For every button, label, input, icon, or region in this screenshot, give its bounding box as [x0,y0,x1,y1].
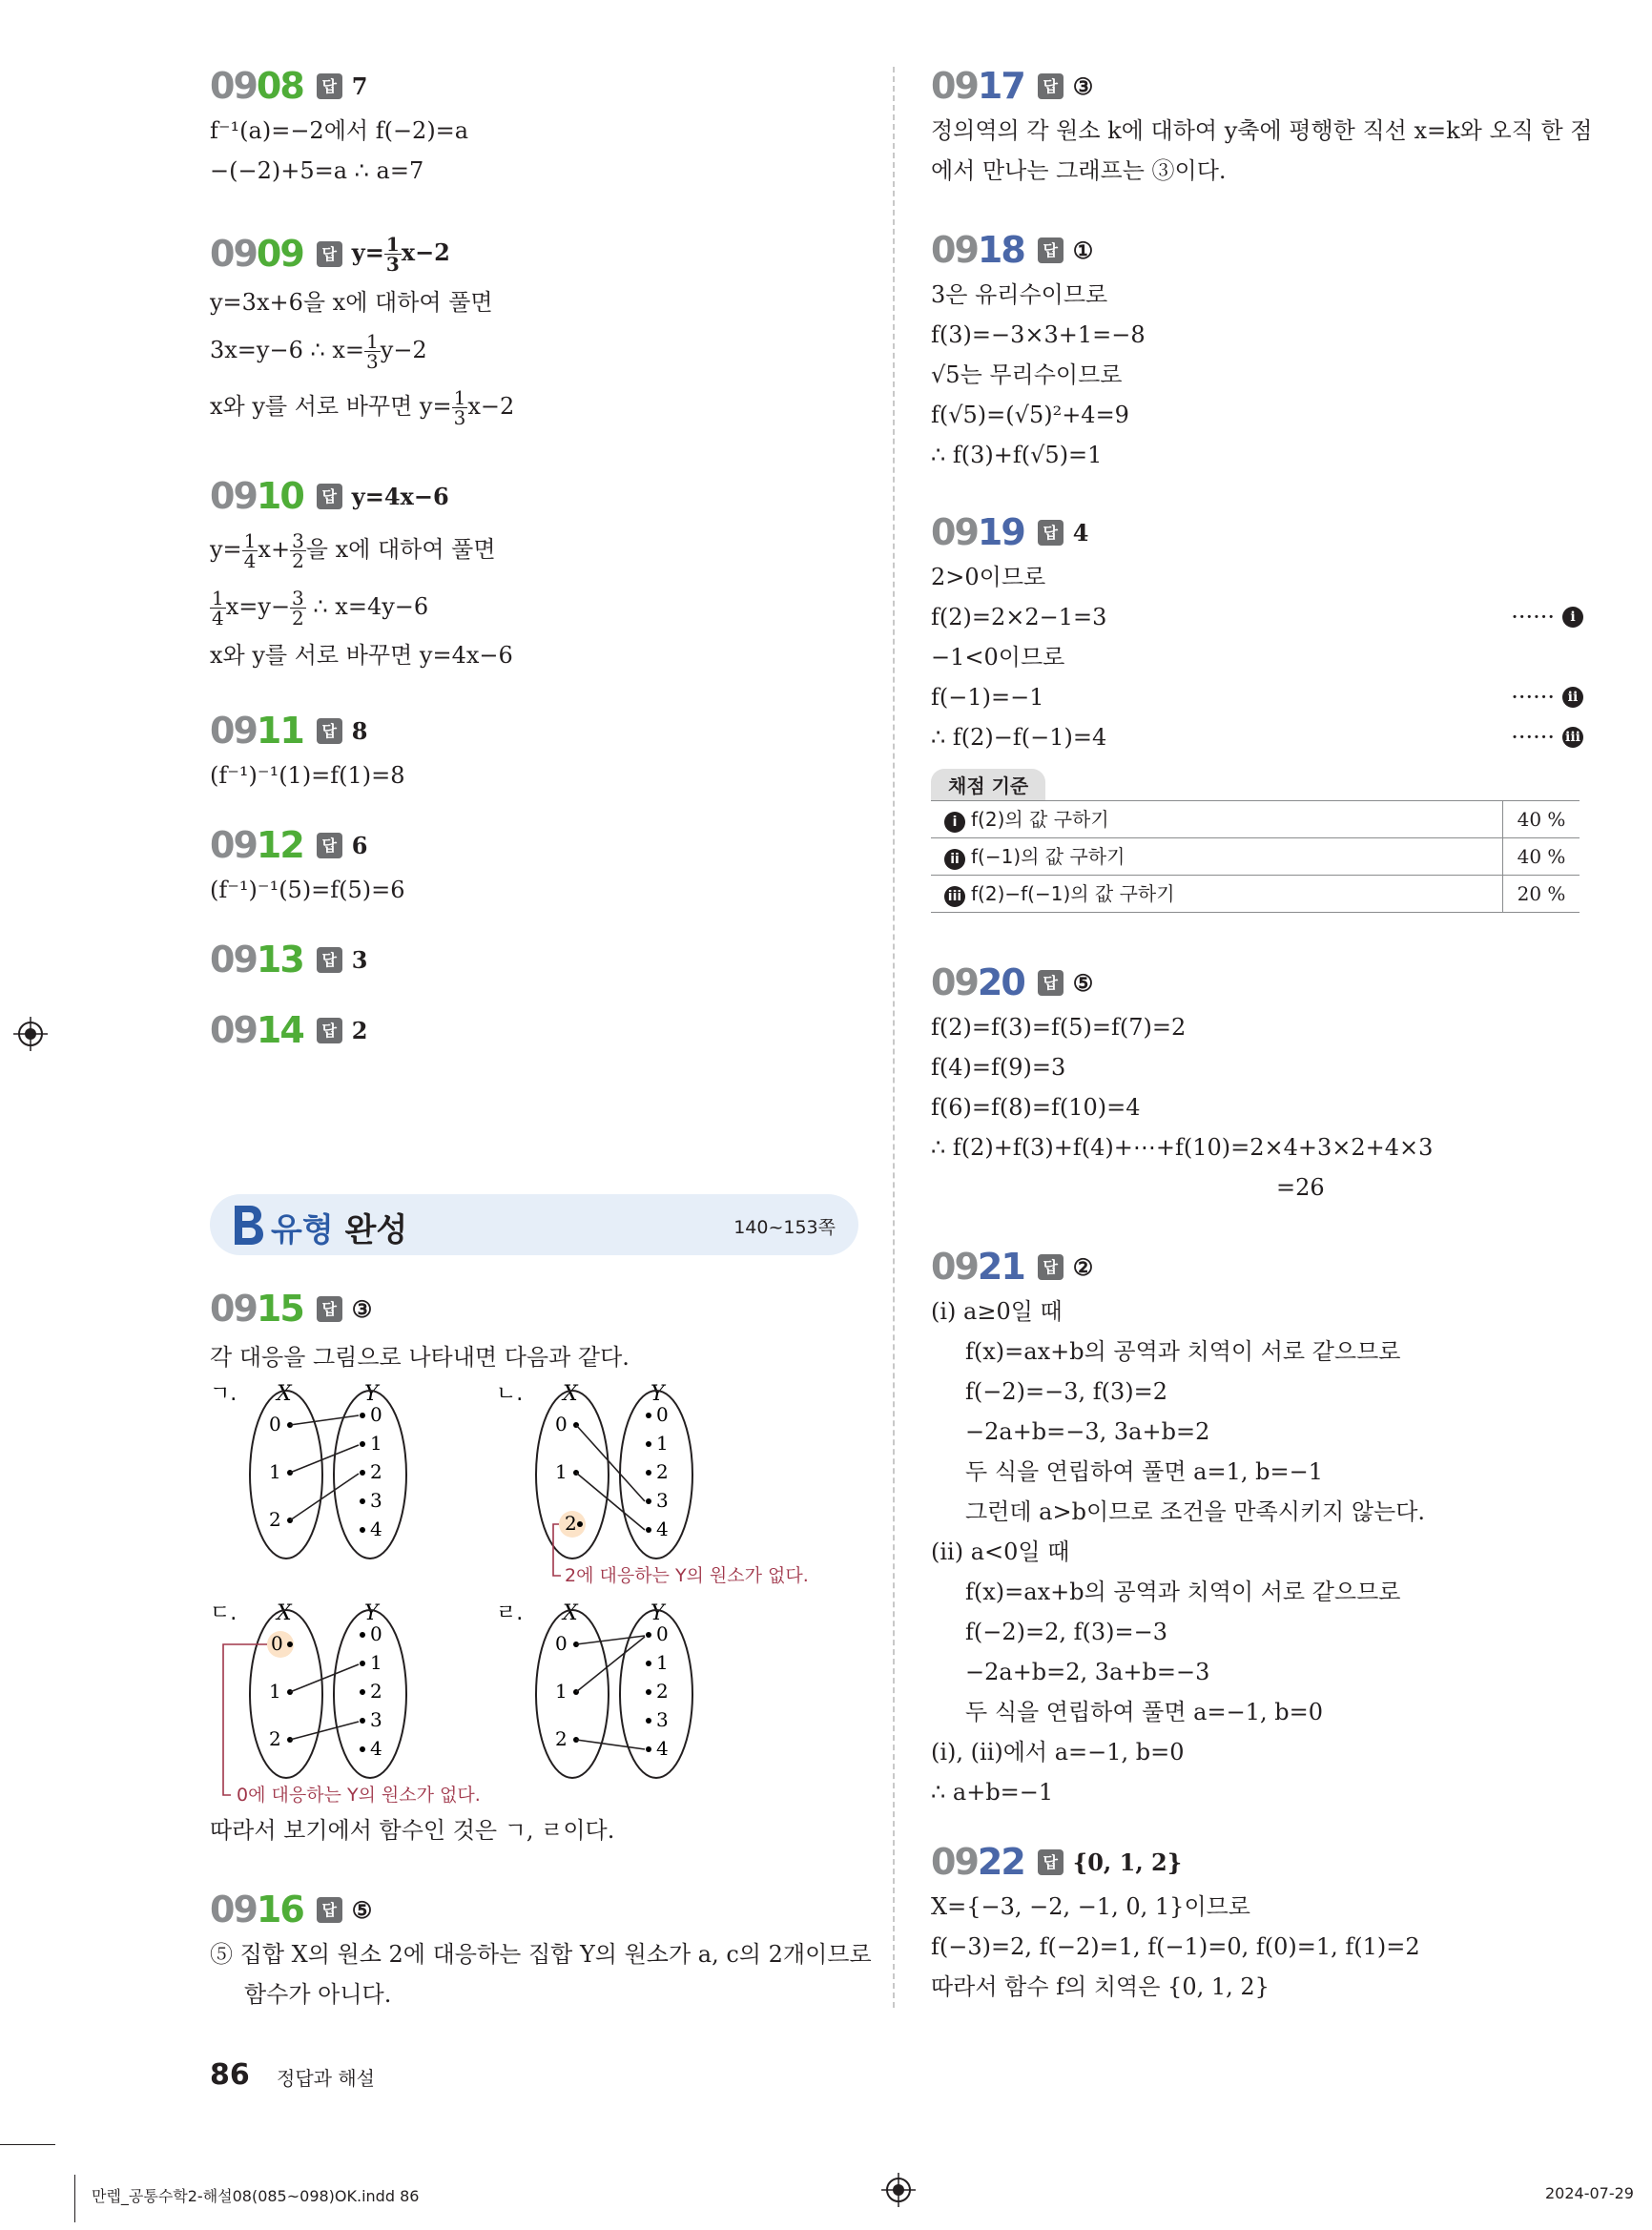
problem-number: 0908 [210,65,303,107]
problem-header [210,471,868,521]
solution-line: (f⁻¹)⁻¹(1)=f(1)=8 [210,762,405,789]
answer: y= $\frac{1}{3}$ x−2 [351,232,450,276]
answer-badge: 답 [317,484,342,509]
footer-title: 정답과 해설 [277,2067,375,2090]
table-row: i f(2)의 값 구하기 40 % [931,800,1580,837]
answer-badge: 답 [317,241,342,267]
mapping-diagram-a [210,1379,429,1560]
svg-text:0: 0 [555,1413,568,1435]
svg-text:1: 1 [370,1432,382,1455]
set-x-label: X [277,1382,292,1406]
solution-line: f(2)=2×2−1=3 ······ i [931,597,1589,637]
problem-0918 [931,225,1589,475]
answer: 4 [1072,518,1089,547]
solution-line: ∴ f(3)+f(√5)=1 [931,442,1103,468]
problem-number: 0921 [931,1246,1024,1288]
solution-line: $\frac{1}{4}$ x=y− $\frac{3}{2}$ ∴ x=4y−6 [212,587,429,630]
solution-line: 각 대응을 그림으로 나타내면 다음과 같다. [210,1344,630,1371]
answer-badge: 답 [317,1018,342,1043]
svg-text:1: 1 [269,1680,281,1703]
svg-text:4: 4 [370,1518,382,1540]
svg-text:3: 3 [656,1708,669,1731]
section-banner [210,1194,858,1255]
solution-line: y= $\frac{1}{4}$ x+ $\frac{3}{2}$ 을 x에 대하여 풀면 [210,529,496,572]
svg-text:2: 2 [565,1512,577,1535]
note-no-image: 2에 대응하는 Y의 원소가 없다. [565,1565,809,1586]
problem-number: 0912 [210,824,303,866]
solution-line: 두 식을 연립하여 풀면 a=−1, b=0 [965,1699,1323,1725]
answer: ③ [1072,72,1094,100]
solution-line: −1<0이므로 [931,644,1065,671]
table-row: iii f(2)−f(−1)의 값 구하기 20 % [931,875,1580,913]
problem-0908 [210,61,868,191]
svg-text:1: 1 [555,1680,568,1703]
step-marker-icon: iii [944,886,965,907]
set-y-label: Y [650,1601,665,1625]
step-marker-icon: i [1562,607,1583,628]
answer-badge: 답 [1038,520,1063,546]
answer-badge: 답 [317,73,342,99]
svg-text:1: 1 [269,1460,281,1483]
solution-line: (f⁻¹)⁻¹(5)=f(5)=6 [210,877,405,903]
solution-line: f(3)=−3×3+1=−8 [931,321,1146,348]
set-x-label: X [277,1601,292,1625]
problem-0911 [210,706,868,795]
svg-text:0: 0 [269,1413,281,1435]
solution-line: −2a+b=2, 3a+b=−3 [965,1659,1210,1685]
solution-line: 두 식을 연립하여 풀면 a=1, b=−1 [965,1458,1323,1485]
svg-text:0: 0 [271,1632,283,1655]
problem-0914 [210,1005,868,1055]
answer-badge: 답 [317,833,342,858]
solution-line: f(−3)=2, f(−2)=1, f(−1)=0, f(0)=1, f(1)=2 [931,1933,1420,1960]
set-x-label: X [563,1382,578,1406]
problem-header [210,229,868,279]
crop-mark [74,2175,75,2222]
svg-text:1: 1 [656,1432,669,1455]
solution-line: f(√5)=(√5)²+4=9 [931,402,1129,428]
solution-line: −2a+b=−3, 3a+b=2 [965,1418,1210,1445]
mapping-diagram-b [496,1379,868,1589]
registration-mark-left [13,1017,48,1051]
step-marker-icon: iii [1562,727,1583,748]
problem-0916 [210,1885,872,2014]
answer: ⑤ [351,1895,373,1924]
table-caption: 채점 기준 [931,769,1045,800]
svg-text:2: 2 [269,1727,281,1750]
svg-text:1: 1 [555,1460,568,1483]
set-y-label: Y [364,1601,379,1625]
set-y-label: Y [650,1382,665,1406]
solution-line: (i) a≥0일 때 [931,1298,1063,1325]
solution-line: 따라서 보기에서 함수인 것은 ㄱ, ㄹ이다. [210,1817,615,1844]
answer: ③ [351,1294,373,1323]
problem-number: 0916 [210,1889,303,1931]
answer-badge: 답 [317,947,342,973]
answer-badge: 답 [1038,73,1063,99]
solution-line: 정의역의 각 원소 k에 대하여 y축에 평행한 직선 x=k와 오직 한 점 [931,117,1593,144]
diagram-label: ㄴ. [496,1382,524,1406]
diagram-label: ㄷ. [210,1601,237,1625]
step-marker-icon: i [944,812,965,833]
answer-badge: 답 [1038,237,1063,263]
mapping-diagram-c [210,1599,515,1808]
answer: 8 [351,716,368,745]
answer: y=4x−6 [351,482,449,510]
answer-badge: 답 [317,1897,342,1923]
set-x-label: X [563,1601,578,1625]
solution-line: f(x)=ax+b의 공역과 치역이 서로 같으므로 [965,1338,1401,1365]
solution-line: f(x)=ax+b의 공역과 치역이 서로 같으므로 [965,1579,1401,1605]
problem-0919 [931,507,1589,757]
problem-0917 [931,61,1593,191]
diagram-label: ㄹ. [496,1601,524,1625]
svg-text:2: 2 [370,1460,382,1483]
problem-header [210,1284,868,1333]
problem-number: 0920 [931,961,1024,1003]
answer-badge: 답 [1038,1254,1063,1280]
slug-date: 2024-07-29 [1545,2184,1634,2202]
solution-line: f(6)=f(8)=f(10)=4 [931,1094,1141,1121]
problem-0922 [931,1837,1589,2007]
problem-number: 0911 [210,710,303,752]
problem-header [210,1005,868,1055]
solution-line: f(4)=f(9)=3 [931,1054,1066,1081]
svg-text:0: 0 [370,1403,382,1426]
problem-number: 0918 [931,229,1024,271]
problem-number: 0922 [931,1841,1024,1883]
svg-text:2: 2 [269,1508,281,1531]
solution-line: f(−1)=−1 ······ ii [931,677,1589,717]
svg-text:0: 0 [555,1632,568,1655]
problem-0921 [931,1242,1589,1812]
problem-header [210,820,868,870]
svg-text:0: 0 [656,1622,669,1645]
problem-header [931,1242,1589,1291]
solution-line: x와 y를 서로 바꾸면 y=4x−6 [210,642,513,669]
answer-badge: 답 [317,718,342,744]
answer: ② [1072,1252,1094,1281]
problem-header [931,1837,1589,1887]
solution-line: ∴ a+b=−1 [931,1779,1054,1806]
step-marker-icon: ii [1562,687,1583,708]
problem-0912 [210,820,868,910]
problem-number: 0915 [210,1288,303,1330]
section-title: 유형 완성 [271,1211,408,1249]
answer: {0, 1, 2} [1072,1848,1183,1876]
solution-line: 따라서 함수 f의 치역은 {0, 1, 2} [931,1973,1270,2000]
section-pages: 140~153쪽 [733,1217,836,1238]
column-divider [893,67,895,2008]
step-marker-icon: ii [944,849,965,870]
problem-number: 0913 [210,939,303,981]
problem-header [210,1885,868,1934]
answer-badge: 답 [1038,1849,1063,1875]
page-number: 86 [210,2058,250,2092]
problem-header [931,225,1589,275]
answer: 2 [351,1016,368,1044]
set-y-label: Y [364,1382,379,1406]
problem-number: 0917 [931,65,1024,107]
svg-text:4: 4 [370,1737,382,1760]
svg-text:0: 0 [370,1622,382,1645]
solution-line: 그런데 a>b이므로 조건을 만족시키지 않는다. [965,1498,1426,1525]
answer: ⑤ [1072,968,1094,997]
problem-number: 0919 [931,511,1024,553]
svg-text:2: 2 [656,1680,669,1703]
solution-line: ∴ f(2)−f(−1)=4 ······ iii [931,717,1589,757]
answer: 3 [351,945,368,974]
solution-line: f(2)=f(3)=f(5)=f(7)=2 [931,1014,1187,1041]
note-no-image: 0에 대응하는 Y의 원소가 없다. [237,1785,481,1806]
problem-0909 [210,229,868,435]
svg-text:2: 2 [656,1460,669,1483]
solution-line: f⁻¹(a)=−2에서 f(−2)=a [210,117,469,144]
solution-line: y=3x+6을 x에 대하여 풀면 [210,289,493,316]
problem-header [210,706,868,755]
grading-criteria-table [931,769,1580,913]
problem-0913 [210,935,868,984]
registration-mark-bottom [881,2173,916,2207]
solution-line: f(−2)=−3, f(3)=2 [965,1378,1167,1405]
svg-text:3: 3 [656,1489,669,1512]
solution-line: 3은 유리수이므로 [931,281,1108,308]
solution-line: f(−2)=2, f(3)=−3 [965,1619,1167,1645]
answer: ① [1072,236,1094,264]
problem-header [931,507,1589,557]
solution-line: ∴ f(2)+f(3)+f(4)+⋯+f(10)=2×4+3×2+4×3 [931,1134,1434,1161]
answer-badge: 답 [1038,970,1063,996]
solution-line: x와 y를 서로 바꾸면 y= $\frac{1}{3}$ x−2 [210,386,515,429]
mapping-diagram-d [496,1599,715,1780]
problem-0910 [210,471,868,675]
problem-0915 [210,1284,868,1377]
diagram-label: ㄱ. [210,1382,237,1406]
solution-line: =26 [1276,1174,1325,1201]
solution-line: 2>0이므로 [931,564,1046,590]
problem-number: 0909 [210,233,303,275]
problem-number: 0914 [210,1009,303,1051]
svg-text:3: 3 [370,1708,382,1731]
problem-header [210,935,868,984]
solution-line: √5는 무리수이므로 [931,361,1123,388]
problem-header [210,61,868,111]
table-row: ii f(−1)의 값 구하기 40 % [931,837,1580,875]
svg-text:3: 3 [370,1489,382,1512]
svg-text:4: 4 [656,1737,669,1760]
section-b-icon [231,1203,265,1247]
solution-line: (ii) a<0일 때 [931,1538,1070,1565]
slug-file: 만렙_공통수학2-해설08(085~098)OK.indd 86 [92,2187,420,2205]
svg-text:2: 2 [370,1680,382,1703]
svg-text:0: 0 [656,1403,669,1426]
svg-text:4: 4 [656,1518,669,1540]
solution-line: 3x=y−6 ∴ x= $\frac{1}{3}$ y−2 [210,330,427,373]
answer-badge: 답 [317,1296,342,1322]
answer: 7 [351,72,368,100]
solution-line: ⑤ 집합 X의 원소 2에 대응하는 집합 Y의 원소가 a, c의 2개이므로 [210,1941,872,1968]
solution-line: −(−2)+5=a ∴ a=7 [210,157,424,184]
problem-0920 [931,958,1589,1208]
solution-line: (i), (ii)에서 a=−1, b=0 [931,1739,1185,1765]
solution-line: X={−3, −2, −1, 0, 1}이므로 [931,1893,1250,1920]
svg-text:2: 2 [555,1727,568,1750]
solution-line: 에서 만나는 그래프는 ③이다. [931,157,1227,184]
problem-header [931,958,1589,1007]
svg-text:1: 1 [656,1651,669,1674]
problem-number: 0910 [210,475,303,517]
answer: 6 [351,831,368,859]
solution-line: 함수가 아니다. [244,1981,392,2008]
crop-mark [0,2144,55,2145]
svg-text:1: 1 [370,1651,382,1674]
problem-header [931,61,1589,111]
